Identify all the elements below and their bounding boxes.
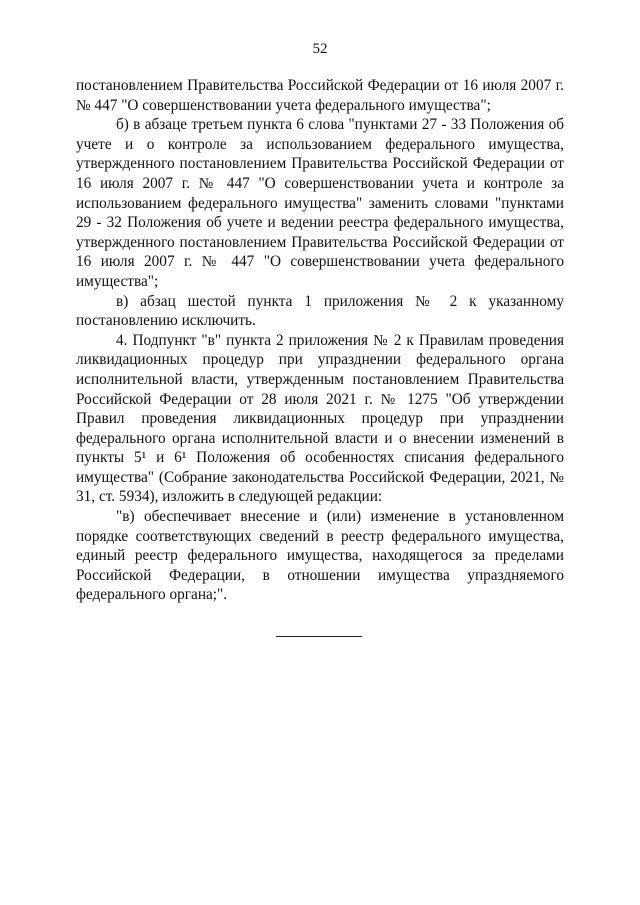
page-number: 52 — [312, 41, 328, 57]
document-body — [76, 76, 564, 605]
paragraph-item-v: в) абзац шестой пункта 1 приложения № 2 к указанному постановлению исключить. — [76, 292, 564, 330]
paragraph-new-wording: "в) обеспечивает внесение и (или) изменение в установленном порядке соответствующих сведений в реестр федерального имущества, единый реестр федерального имущества, находящегося за пределами Российской Федерации, в отношении имущества упраздняемого федерального органа;". — [76, 508, 564, 604]
end-divider — [276, 636, 362, 637]
paragraph-section-4: 4. Подпункт "в" пункта 2 приложения № 2 к Правилам проведения ликвидационных процедур при упразднении федерального органа исполнительной власти, утвержденным постановлением Правительства Российской Федерации от 28 июля 2021 г. № 1275 "Об утверждении Правил проведения ликвидационных процедур при упразднении федерального органа исполнительной власти и о внесении изменений в пункты 5¹ и 6¹ Положения об особенностях списания федерального имущества" (Собрание законодательства Российской Федерации, 2021, № 31, ст. 5934), изложить в следующей редакции: — [76, 331, 564, 506]
paragraph-continuation: постановлением Правительства Российской Федерации от 16 июля 2007 г. № 447 "О совершенствовании учета федерального имущества"; — [76, 77, 564, 114]
paragraph-item-b: б) в абзаце третьем пункта 6 слова "пунктами 27 - 33 Положения об учете и о контроле за использованием федерального имущества, утвержденного постановлением Правительства Российской Федерации от 16 июля 2007 г. № 447 "О совершенствовании учета и контроле за использованием федерального имущества" заменить словами "пунктами 29 - 32 Положения об учете и ведении реестра федерального имущества, утвержденного постановлением Правительства Российской Федерации от 16 июля 2007 г. № 447 "О совершенствовании учета федерального имущества"; — [76, 116, 564, 290]
